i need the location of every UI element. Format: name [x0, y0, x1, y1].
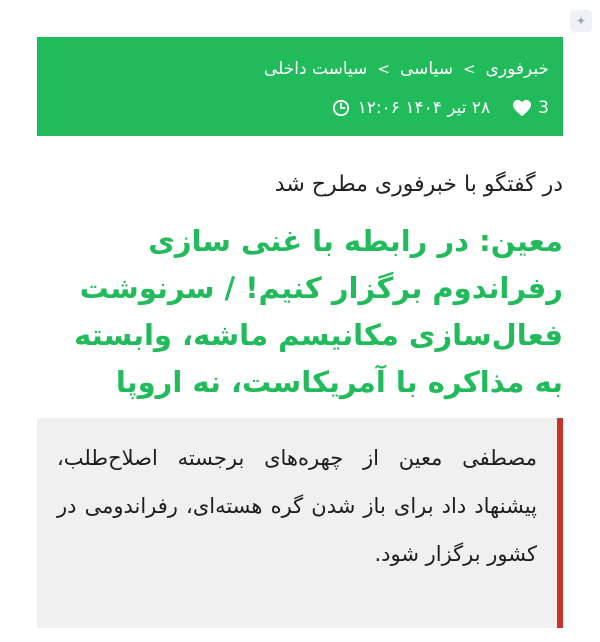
breadcrumb-item-politics[interactable]: سیاسی — [400, 59, 453, 79]
article-title: معین: در رابطه با غنی سازی رفراندوم برگزار کنیم! / سرنوشت فعال‌سازی مکانیسم ماشه، وابسته به مذاکره با آمریکاست، نه اروپا — [74, 224, 563, 399]
breadcrumb — [51, 53, 549, 85]
breadcrumb-separator: > — [462, 60, 476, 78]
heart-icon[interactable] — [512, 99, 532, 117]
article-meta — [51, 93, 549, 123]
article-summary — [37, 418, 563, 628]
corner-icon[interactable]: ✦ — [570, 10, 592, 32]
like-count: 3 — [538, 98, 549, 118]
publish-date: ۲۸ تیر ۱۴۰۴ ۱۲:۰۶ — [357, 98, 491, 118]
breadcrumb-separator: > — [377, 60, 390, 78]
breadcrumb-item-home[interactable]: خبرفوری — [485, 59, 549, 79]
article-header — [37, 37, 563, 136]
summary-text: مصطفی معین از چهره‌های برجسته اصلاح‌طلب، پیشنهاد داد برای باز شدن گره هسته‌ای، رفراندومی در کشور برگزار شود. — [57, 446, 537, 566]
clock-icon — [332, 99, 350, 117]
breadcrumb-item-domestic-politics[interactable]: سیاست داخلی — [263, 59, 368, 79]
article-lead: در گفتگو با خبرفوری مطرح شد — [274, 172, 563, 197]
